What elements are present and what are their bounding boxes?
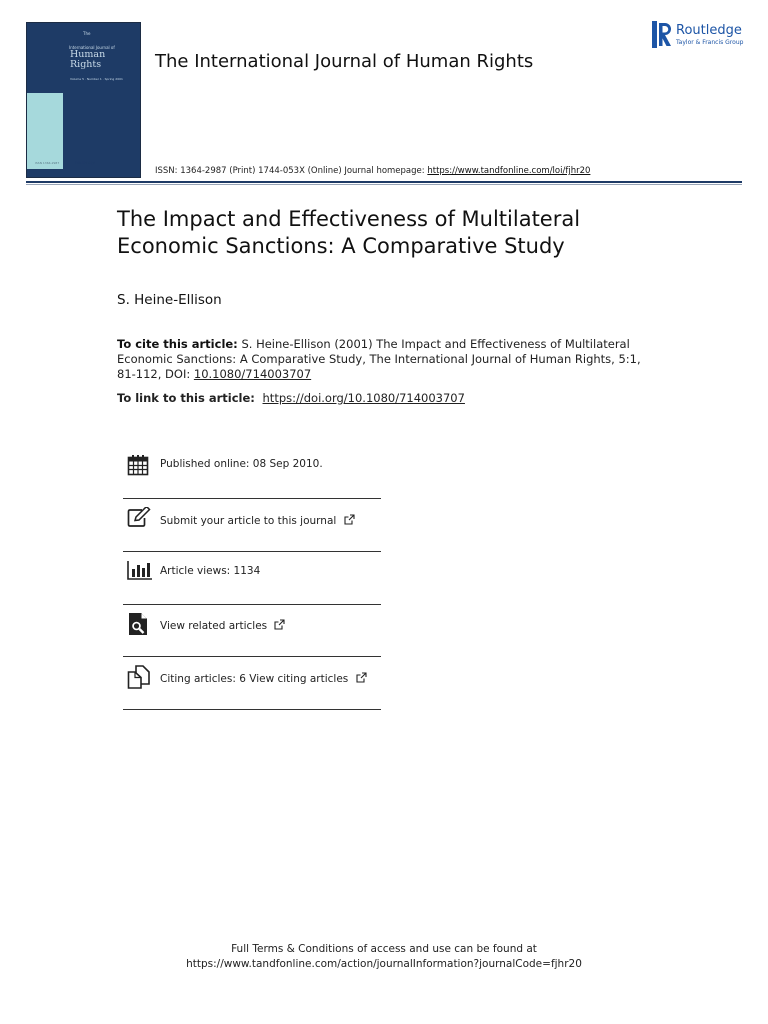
- cover-title-line: Rights: [70, 59, 102, 70]
- cover-title: [70, 50, 136, 70]
- journal-homepage-link[interactable]: https://www.tandfonline.com/loi/fjhr20: [427, 166, 591, 176]
- citing-articles-row[interactable]: [123, 664, 381, 692]
- submit-article-label: Submit your article to this journal: [160, 515, 337, 527]
- cover-the: The: [83, 31, 91, 36]
- info-divider: [123, 551, 381, 552]
- external-link-icon: [356, 672, 367, 683]
- article-author: S. Heine-Ellison: [117, 292, 222, 308]
- related-articles-row[interactable]: [123, 611, 381, 639]
- cover-issn: ISSN 1364-2987: [35, 161, 60, 165]
- journal-cover-image: [26, 22, 141, 178]
- external-link-icon: [344, 514, 355, 525]
- article-doi-url-link[interactable]: https://doi.org/10.1080/714003707: [262, 391, 465, 405]
- cover-volume: Volume 5 · Number 1 · Spring 2001: [70, 77, 123, 81]
- issn-text: ISSN: 1364-2987 (Print) 1744-053X (Online) Journal homepage:: [155, 166, 425, 176]
- cover-international: International Journal of: [69, 45, 115, 50]
- submit-article-row[interactable]: [123, 506, 381, 534]
- footer-terms-url[interactable]: https://www.tandfonline.com/action/journalInformation?journalCode=fjhr20: [186, 958, 582, 970]
- info-divider: [123, 709, 381, 710]
- footer: [0, 942, 768, 972]
- bar-chart-icon: [127, 560, 153, 580]
- related-articles-text[interactable]: [160, 619, 285, 632]
- citing-articles-label: Citing articles: 6 View citing articles: [160, 673, 349, 685]
- citation-text: S. Heine-Ellison (2001) The Impact and Effectiveness of Multilateral Economic Sanctions: A Comparative Study, The International Journal of Human Rights, 5:1, 81-112, DOI:: [117, 337, 641, 381]
- citation-block: [117, 337, 647, 382]
- cover-block: [27, 93, 63, 169]
- link-label: To link to this article:: [117, 391, 255, 405]
- citing-articles-text[interactable]: [160, 672, 367, 685]
- article-title-line: Economic Sanctions: A Comparative Study: [117, 234, 565, 258]
- submit-article-text[interactable]: [160, 514, 355, 527]
- cover-block: [27, 169, 140, 177]
- routledge-r-icon: [652, 21, 672, 48]
- article-views-text: Article views: 1134: [160, 565, 261, 577]
- info-divider: [123, 604, 381, 605]
- issn-line: [155, 166, 590, 176]
- published-online-text: Published online: 08 Sep 2010.: [160, 458, 323, 470]
- info-divider: [123, 656, 381, 657]
- cover-publisher-mark: Routledge: [75, 160, 96, 165]
- publisher-name: Routledge: [676, 23, 742, 38]
- publisher-logo: [652, 21, 752, 49]
- article-title-line: The Impact and Effectiveness of Multilateral: [117, 207, 581, 231]
- info-divider: [123, 498, 381, 499]
- external-link-icon: [274, 619, 285, 630]
- publisher-group: Taylor & Francis Group: [676, 39, 744, 46]
- article-views-row: [123, 558, 381, 586]
- edit-icon: [127, 507, 151, 529]
- header-divider: [26, 181, 742, 183]
- article-link-line: [117, 391, 465, 405]
- cover-block: [27, 23, 63, 93]
- journal-title: The International Journal of Human Rights: [155, 51, 534, 72]
- doi-link[interactable]: 10.1080/714003707: [193, 367, 312, 381]
- calendar-icon: [127, 454, 149, 476]
- footer-terms-text: Full Terms & Conditions of access and use can be found at: [231, 943, 537, 955]
- header-divider-thin: [26, 184, 742, 185]
- citing-articles-icon: [127, 665, 151, 689]
- related-articles-icon: [127, 612, 149, 636]
- cover-title-line: Human: [70, 49, 106, 60]
- published-online-row: [123, 453, 381, 481]
- article-title: [117, 206, 677, 260]
- related-articles-label: View related articles: [160, 620, 268, 632]
- citation-label: To cite this article:: [117, 337, 238, 351]
